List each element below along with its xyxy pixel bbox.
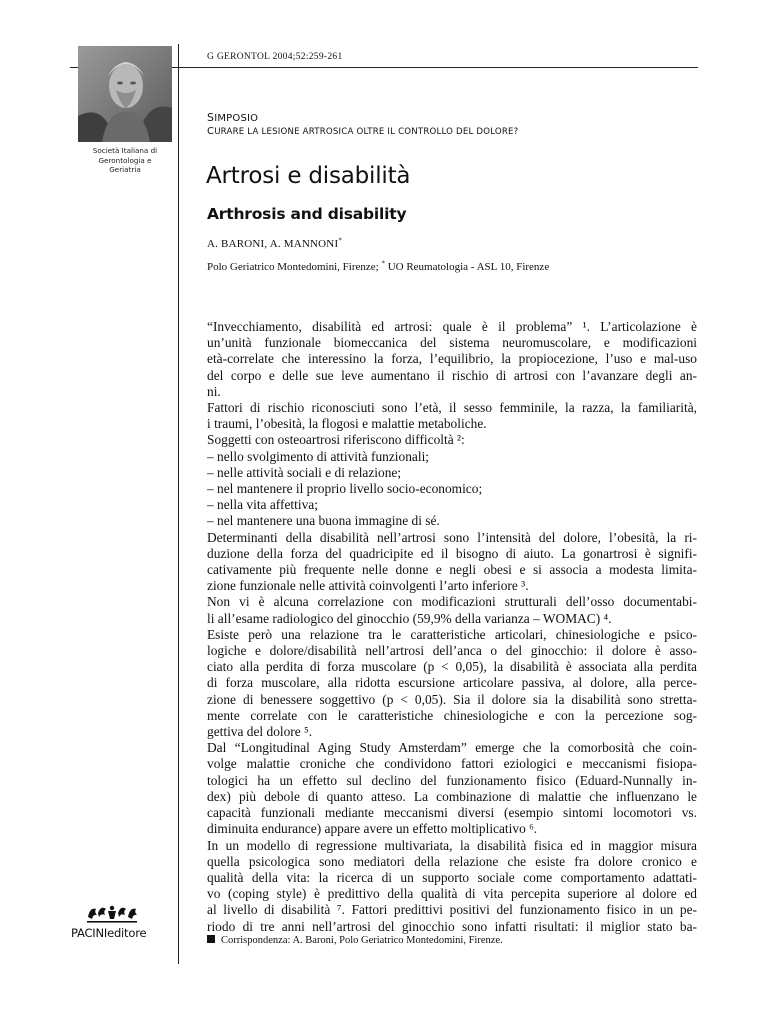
article-body: [207, 319, 697, 935]
section-subtitle-initial: C: [207, 126, 215, 137]
body-line: diminuita endurance) appare avere un effetto moltiplicativo ⁶.: [207, 821, 538, 837]
correspondence-note: [207, 935, 503, 946]
body-line: età-correlate che interessino la forza, l’equilibrio, la propiocezione, l’uso e mal-uso: [207, 351, 697, 367]
body-line: In un modello di regressione multivariata, la disabilità fisica ed in maggior misura: [207, 837, 697, 853]
affiliation-first: Polo Geriatrico Montedomini, Firenze;: [207, 261, 379, 273]
body-line: zione funzionale nelle attività coinvolgenti l’arto inferiore ³.: [207, 578, 529, 594]
body-line: li all’esame radiologico del ginocchio (59,9% della varianza – WOMAC) ⁴.: [207, 610, 612, 626]
affiliations: [207, 261, 549, 273]
article-title: Artrosi e disabilità: [206, 163, 411, 189]
section-subtitle-rest: URARE LA LESIONE ARTROSICA OLTRE IL CONTROLLO DEL DOLORE?: [214, 127, 519, 137]
body-line: capacità funzionali mediante meccanismi diversi (esempio sintomi locomotori vs.: [207, 805, 697, 821]
body-line: riodo di tre anni nell’artrosi del ginocchio sono infatti risultati: il miglior stato ba-: [207, 918, 697, 934]
body-line: Dal “Longitudinal Aging Study Amsterdam” emerge che la comorbosità che coin-: [207, 740, 697, 756]
body-line: i traumi, l’obesità, la flogosi e malattie metaboliche.: [207, 416, 487, 432]
affiliation-second: UO Reumatologia - ASL 10, Firenze: [387, 261, 550, 273]
body-line: – nel mantenere il proprio livello socio-economico;: [207, 481, 483, 497]
body-line: al livello di disabilità ⁷. Fattori predittivi positivi del funzionamento fisico in un pe-: [207, 902, 697, 918]
affiliation-mark: *: [381, 259, 385, 268]
publisher-logo-icon: [84, 903, 140, 925]
body-line: di forza muscolare, alla ridotta escursione articolare passiva, al dolore, alla perce-: [207, 675, 697, 691]
body-line: del corpo e delle sue leve aumentano il rischio di artrosi con l’avanzare degli an-: [207, 367, 697, 383]
body-line: Determinanti della disabilità nell’artrosi sono l’intensità del dolore, l’obesità, la ri-: [207, 529, 697, 545]
body-line: cativamente più frequente nelle donne e negli obesi e si associa a modesta limita-: [207, 562, 697, 578]
body-line: – nel mantenere una buona immagine di sé.: [207, 513, 440, 529]
authors: [207, 238, 342, 250]
body-line: qualità della vita: la ricerca di un supporto sociale come comportamento adattati-: [207, 869, 697, 885]
body-line: Esiste però una relazione tra le caratteristiche articolari, chinesiologiche e psico-: [207, 626, 697, 642]
section-label: [207, 111, 258, 124]
body-line: un’unità funzionale biomeccanica del sistema neuromuscolare, e modificazioni: [207, 335, 697, 351]
section-label-initial: S: [207, 111, 215, 124]
body-line: dex) più debole di quanto atteso. La combinazione di malattie che influenzano le: [207, 788, 697, 804]
article-subtitle: Arthrosis and disability: [207, 205, 407, 223]
publisher-name: PACINIeditore: [71, 926, 147, 940]
society-line: Geriatria: [109, 165, 141, 174]
body-line: – nello svolgimento di attività funzionali;: [207, 448, 430, 464]
square-bullet-icon: [207, 935, 215, 943]
body-line: ciato alla perdita di forza muscolare (p < 0,05), la disabilità è associata alla perdita: [207, 659, 697, 675]
body-line: – nella vita affettiva;: [207, 497, 318, 513]
body-line: duzione della forza del quadricipite ed il bisogno di aiuto. La gonartrosi è signifi-: [207, 545, 697, 561]
body-line: volge malattie croniche che condividono fattori eziologici e meccanismi fisiopa-: [207, 756, 697, 772]
society-portrait-image: [78, 46, 172, 142]
body-line: Non vi è alcuna correlazione con modificazioni strutturali dell’osso documentabi-: [207, 594, 697, 610]
society-line: Gerontologia e: [98, 155, 152, 165]
margin-rule: [178, 44, 179, 964]
correspondence-text: Corrispondenza: A. Baroni, Polo Geriatrico Montedomini, Firenze.: [221, 935, 503, 946]
author-mark: *: [338, 236, 343, 245]
body-line: ni.: [207, 383, 221, 399]
society-line: Società Italiana di: [92, 146, 158, 155]
society-name: [84, 146, 166, 175]
section-subtitle: [207, 126, 518, 137]
body-line: gettiva del dolore ⁵.: [207, 724, 313, 740]
body-line: mente correlate con le caratteristiche chinesiologiche e con la percezione sog-: [207, 707, 697, 723]
section-label-rest: IMPOSIO: [214, 113, 259, 124]
body-line: logiche e dolore/disabilità nell’artrosi dell’anca o del ginocchio: il dolore è asso-: [207, 643, 697, 659]
journal-reference: G GERONTOL 2004;52:259-261: [207, 52, 343, 62]
body-line: tologici ha un effetto sul declino del funzionamento fisico (Eduard-Nunnally in-: [207, 772, 697, 788]
body-line: quella psicologica sono mediatori della relazione che esiste fra dolore cronico e: [207, 853, 697, 869]
author-names: A. BARONI, A. MANNONI: [207, 238, 339, 250]
body-line: vo (coping style) è predittivo della qualità di vita percepita superiore al dolore ed: [207, 886, 697, 902]
body-line: Soggetti con osteoartrosi riferiscono difficoltà ²:: [207, 432, 465, 448]
body-line: “Invecchiamento, disabilità ed artrosi: quale è il problema” ¹. L’articolazione è: [207, 319, 697, 334]
body-line: zione di benessere soggettivo (p < 0,05). Sia il dolore sia la disabilità sono stretta-: [207, 691, 697, 707]
body-line: Fattori di rischio riconosciuti sono l’età, il sesso femminile, la razza, la familiarità,: [207, 400, 697, 416]
body-line: – nelle attività sociali e di relazione;: [207, 464, 402, 480]
